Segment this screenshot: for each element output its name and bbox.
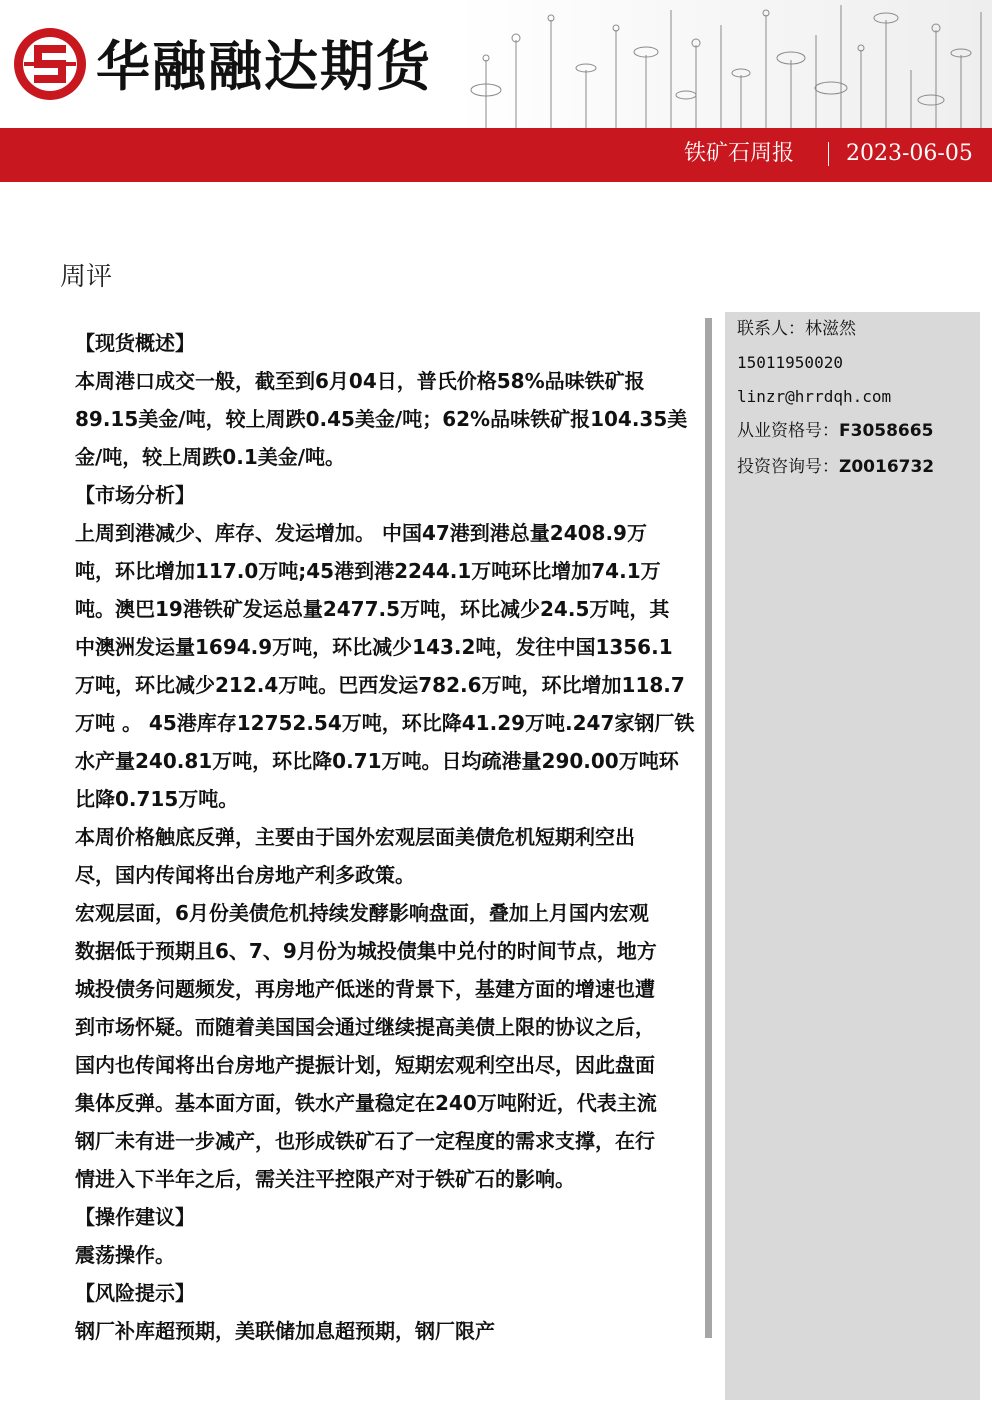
paragraph-line: 本周港口成交一般，截至到6月04日，普氏价格58%品味铁矿报 bbox=[75, 369, 645, 393]
qualification-value: F3058665 bbox=[839, 421, 934, 441]
paragraph-line: 情进入下半年之后，需关注平控限产对于铁矿石的影响。 bbox=[75, 1167, 575, 1191]
heading-operation-advice: 【操作建议】 bbox=[75, 1205, 195, 1229]
company-name: 华融融达期货 bbox=[96, 34, 432, 98]
paragraph-line: 金/吨，较上周跌0.1美金/吨。 bbox=[75, 445, 346, 469]
paragraph-line: 比降0.715万吨。 bbox=[75, 787, 239, 811]
paragraph-line: 本周价格触底反弹，主要由于国外宏观层面美债危机短期利空出 bbox=[75, 825, 635, 849]
company-logo-icon bbox=[12, 26, 88, 102]
header-decoration bbox=[456, 0, 992, 128]
paragraph-line: 到市场怀疑。而随着美国国会通过继续提高美债上限的协议之后， bbox=[75, 1015, 655, 1039]
paragraph-line: 中澳洲发运量1694.9万吨，环比减少143.2吨，发往中国1356.1 bbox=[75, 635, 673, 659]
consulting-value: Z0016732 bbox=[839, 457, 935, 477]
content-divider bbox=[705, 318, 712, 1338]
paragraph-line: 国内也传闻将出台房地产提振计划，短期宏观利空出尽，因此盘面 bbox=[75, 1053, 655, 1077]
report-title: 铁矿石周报 bbox=[683, 141, 794, 166]
paragraph-line: 水产量240.81万吨，环比降0.71万吨。日均疏港量290.00万吨环 bbox=[75, 749, 679, 773]
report-body bbox=[75, 324, 697, 1350]
paragraph-line: 尽，国内传闻将出台房地产利多政策。 bbox=[75, 863, 415, 887]
header-band bbox=[0, 128, 992, 182]
paragraph-line: 城投债务问题频发，再房地产低迷的背景下，基建方面的增速也遭 bbox=[75, 977, 655, 1001]
paragraph-line: 集体反弹。基本面方面，铁水产量稳定在240万吨附近，代表主流 bbox=[75, 1091, 657, 1115]
paragraph-line: 震荡操作。 bbox=[75, 1243, 175, 1267]
qualification-number bbox=[737, 420, 933, 442]
section-title: 周评 bbox=[60, 262, 113, 292]
paragraph-line: 吨。澳巴19港铁矿发运总量2477.5万吨，环比减少24.5万吨，其 bbox=[75, 597, 670, 621]
paragraph-line: 钢厂补库超预期，美联储加息超预期，钢厂限产 bbox=[75, 1319, 495, 1343]
contact-name: 联系人：林滋然 bbox=[737, 319, 856, 339]
paragraph-line: 钢厂未有进一步减产，也形成铁矿石了一定程度的需求支撑，在行 bbox=[75, 1129, 655, 1153]
heading-market-analysis: 【市场分析】 bbox=[75, 483, 195, 507]
header-divider bbox=[828, 142, 829, 166]
heading-spot-overview: 【现货概述】 bbox=[75, 331, 195, 355]
consulting-number bbox=[737, 456, 934, 478]
paragraph-line: 上周到港减少、库存、发运增加。 中国47港到港总量2408.9万 bbox=[75, 521, 647, 545]
qualification-label: 从业资格号： bbox=[737, 421, 839, 441]
contact-phone: 15011950020 bbox=[737, 353, 843, 372]
paragraph-line: 数据低于预期且6、7、9月份为城投债集中兑付的时间节点，地方 bbox=[75, 939, 657, 963]
consulting-label: 投资咨询号： bbox=[737, 457, 839, 477]
paragraph-line: 万吨，环比减少212.4万吨。巴西发运782.6万吨，环比增加118.7 bbox=[75, 673, 685, 697]
paragraph-line: 吨，环比增加117.0万吨;45港到港2244.1万吨环比增加74.1万 bbox=[75, 559, 661, 583]
contact-sidebar bbox=[725, 312, 980, 1400]
paragraph-line: 89.15美金/吨，较上周跌0.45美金/吨；62%品味铁矿报104.35美 bbox=[75, 407, 688, 431]
contact-email: linzr@hrrdqh.com bbox=[737, 387, 892, 406]
heading-risk-warning: 【风险提示】 bbox=[75, 1281, 195, 1305]
paragraph-line: 宏观层面，6月份美债危机持续发酵影响盘面，叠加上月国内宏观 bbox=[75, 901, 649, 925]
report-date: 2023-06-05 bbox=[846, 141, 973, 166]
paragraph-line: 万吨 。 45港库存12752.54万吨，环比降41.29万吨.247家钢厂铁 bbox=[75, 711, 695, 735]
